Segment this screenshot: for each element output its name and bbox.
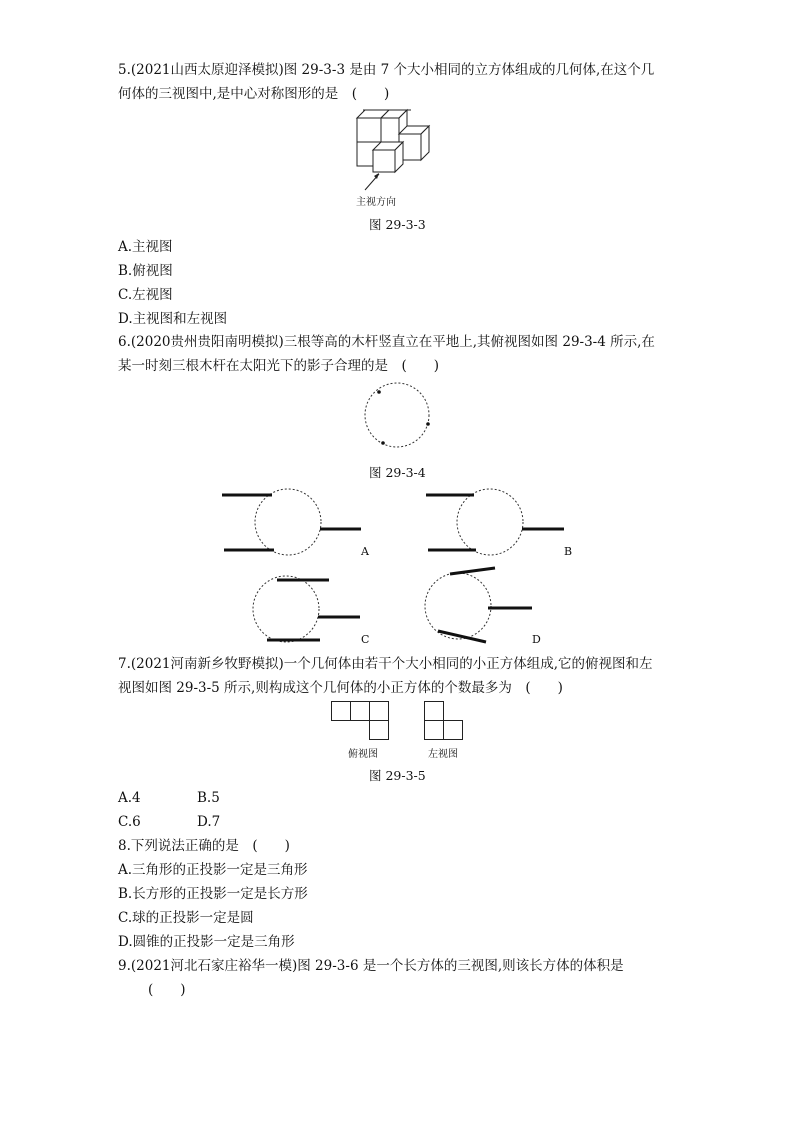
q6-choice-c-label: C — [361, 633, 370, 646]
q7-figure-caption: 图 29-3-5 — [369, 768, 426, 783]
q8-line-1: 8.下列说法正确的是 ( ) — [118, 838, 290, 854]
q7-option-a: A.4 — [118, 790, 141, 806]
q5-option-a: A.主视图 — [118, 239, 173, 255]
q7-option-b: B.5 — [197, 790, 220, 806]
q8-option-d: D.圆锥的正投影一定是三角形 — [118, 934, 295, 950]
q7-top-view-label: 俯视图 — [348, 749, 378, 760]
q6-choice-c-figure — [252, 574, 362, 646]
figure-29-3-4-top-view — [363, 383, 433, 449]
q6-choice-a-figure — [222, 488, 362, 558]
q6-line-2: 某一时刻三根木杆在太阳光下的影子合理的是 ( ) — [118, 358, 440, 374]
q8-option-b: B.长方形的正投影一定是长方形 — [118, 886, 308, 902]
q7-line-1: 7.(2021河南新乡牧野模拟)一个几何体由若干个大小相同的小正方体组成,它的俯视图和左 — [118, 656, 653, 672]
q7-option-d: D.7 — [197, 814, 221, 830]
q6-choice-d-label: D — [532, 633, 541, 646]
q6-line-1: 6.(2020贵州贵阳南明模拟)三根等高的木杆竖直立在平地上,其俯视图如图 29-3-4 所示,在 — [118, 334, 655, 350]
q6-choice-d-figure — [424, 565, 536, 647]
q8-option-a: A.三角形的正投影一定是三角形 — [118, 862, 308, 878]
q7-top-view-figure — [331, 701, 391, 741]
q7-left-view-label: 左视图 — [428, 749, 458, 760]
q5-option-b: B.俯视图 — [118, 263, 173, 279]
q6-figure-caption: 图 29-3-4 — [369, 465, 426, 480]
q9-line-1: 9.(2021河北石家庄裕华一模)图 29-3-6 是一个长方体的三视图,则该长方体的体积是 — [118, 958, 624, 974]
q5-option-c: C.左视图 — [118, 287, 173, 303]
q8-option-c: C.球的正投影一定是圆 — [118, 910, 254, 926]
q5-line-2: 何体的三视图中,是中心对称图形的是 ( ) — [118, 86, 390, 102]
q6-choice-b-figure — [426, 488, 566, 558]
q5-line-1: 5.(2021山西太原迎泽模拟)图 29-3-3 是由 7 个大小相同的立方体组成的几何体,在这个几 — [118, 62, 655, 78]
q6-choice-b-label: B — [564, 545, 573, 558]
figure-29-3-3-cubes — [355, 110, 445, 205]
q7-line-2: 视图如图 29-3-5 所示,则构成这个几何体的小正方体的个数最多为 ( ) — [118, 680, 563, 696]
q5-option-d: D.主视图和左视图 — [118, 311, 228, 327]
q5-figure-caption: 图 29-3-3 — [369, 217, 426, 232]
q7-left-view-figure — [424, 701, 468, 741]
q9-line-2: ( ) — [148, 982, 186, 998]
q6-choice-a-label: A — [361, 545, 369, 558]
q5-view-direction-label: 主视方向 — [356, 197, 396, 208]
q7-option-c: C.6 — [118, 814, 141, 830]
